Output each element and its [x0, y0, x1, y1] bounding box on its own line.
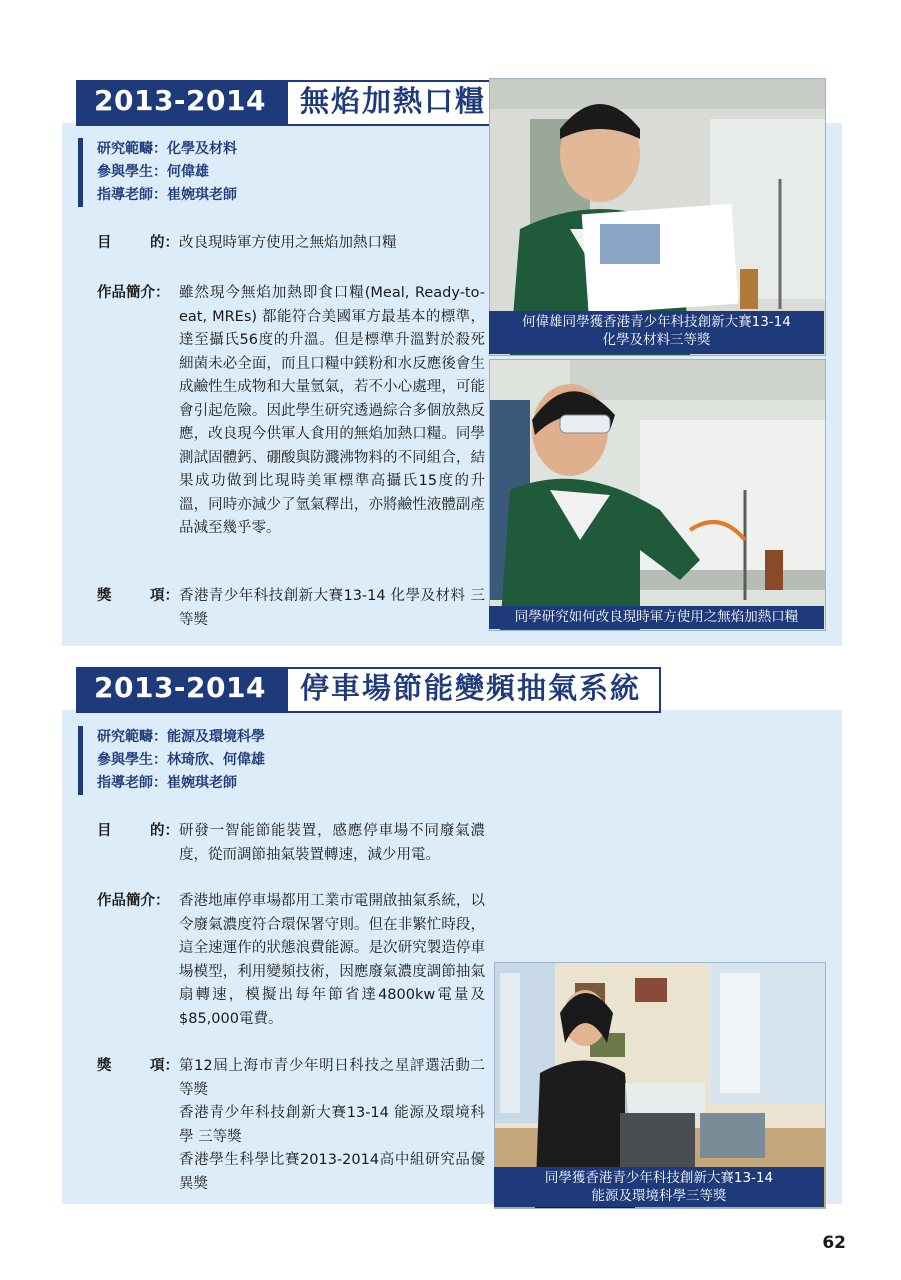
award-line: 香港青少年科技創新大賽13-14 能源及環境科學 三等獎: [179, 1105, 485, 1145]
award-line: 第12屆上海市青少年明日科技之星評選活動二等獎: [179, 1058, 485, 1098]
photo-1-caption: 何偉雄同學獲香港青少年科技創新大賽13-14 化學及材料三等獎: [489, 311, 824, 354]
section-2-purpose: 目 的： 研發一智能節能裝置，感應停車場不同廢氣濃度，從而調節抽氣裝置轉速，減少用電。: [97, 823, 485, 863]
section-2-meta: [78, 726, 265, 795]
section-1-title: 無焰加熱口糧: [299, 84, 486, 118]
meta-student: 參與學生：林琦欣、何偉雄: [97, 752, 265, 768]
section-1-purpose: 目 的： 改良現時軍方使用之無焰加熱口糧: [97, 235, 397, 251]
section-2-title: 停車場節能變頻抽氣系統: [299, 671, 641, 705]
award-line: 香港學生科學比賽2013-2014高中組研究品優異獎: [179, 1152, 485, 1192]
section-2-intro: 作品簡介： 香港地庫停車場都用工業市電開啟抽氣系統，以令廢氣濃度符合環保署守則。但在非繁忙時段，這全速運作的狀態浪費能源。是次研究製造停車場模型，利用變頻技術，因應廢氣濃度調節抽氣扇轉速，模擬出每年節省達4800kw電量及$85,000電費。: [97, 893, 485, 1027]
photo-2-caption: 同學研究如何改良現時軍方使用之無焰加熱口糧: [489, 606, 824, 629]
meta-student: 參與學生：何偉雄: [97, 164, 209, 180]
meta-field: 研究範疇：能源及環境科學: [97, 729, 265, 745]
section-2-year: 2013-2014: [78, 669, 288, 711]
section-1-award: 獎 項： 香港青少年科技創新大賽13-14 化學及材料 三等獎: [97, 588, 485, 628]
section-1-meta: [78, 138, 237, 207]
photo-3-caption: 同學獲香港青少年科技創新大賽13-14 能源及環境科學三等獎: [494, 1167, 824, 1207]
section-1-header: [76, 80, 506, 126]
photo-student-experiment: [489, 359, 826, 631]
meta-teacher: 指導老師：崔婉琪老師: [97, 775, 237, 791]
section-1-intro: 作品簡介： 雖然現今無焰加熱即食口糧(Meal, Ready-to-eat, MREs) 都能符合美國軍方最基本的標準，達至攝氏56度的升溫。但是標準升溫對於殺死細菌未必全面，而且口糧中鎂粉和水反應後會生成鹼性生成物和大量氫氣，若不小心處理，可能會引起危險。因此學生研究透過綜合多個放熱反應，改良現今供軍人食用的無焰加熱口糧。同學測試固體鈣、硼酸與防濺沸物料的不同組合，結果成功做到比現時美軍標準高攝氏15度的升溫，同時亦減少了氫氣釋出，亦將鹼性液體副產品減至幾乎零。: [97, 285, 485, 536]
section-2-header: [76, 667, 661, 713]
page-number: 62: [822, 1233, 846, 1253]
meta-teacher: 指導老師：崔婉琪老師: [97, 187, 237, 203]
meta-field: 研究範疇：化學及材料: [97, 141, 237, 157]
section-1-year: 2013-2014: [78, 82, 288, 124]
section-2-award: 獎 項： 第12屆上海市青少年明日科技之星評選活動二等獎 香港青少年科技創新大賽13-14 能源及環境科學 三等獎 香港學生科學比賽2013-2014高中組研究品優異獎: [97, 1055, 492, 1196]
